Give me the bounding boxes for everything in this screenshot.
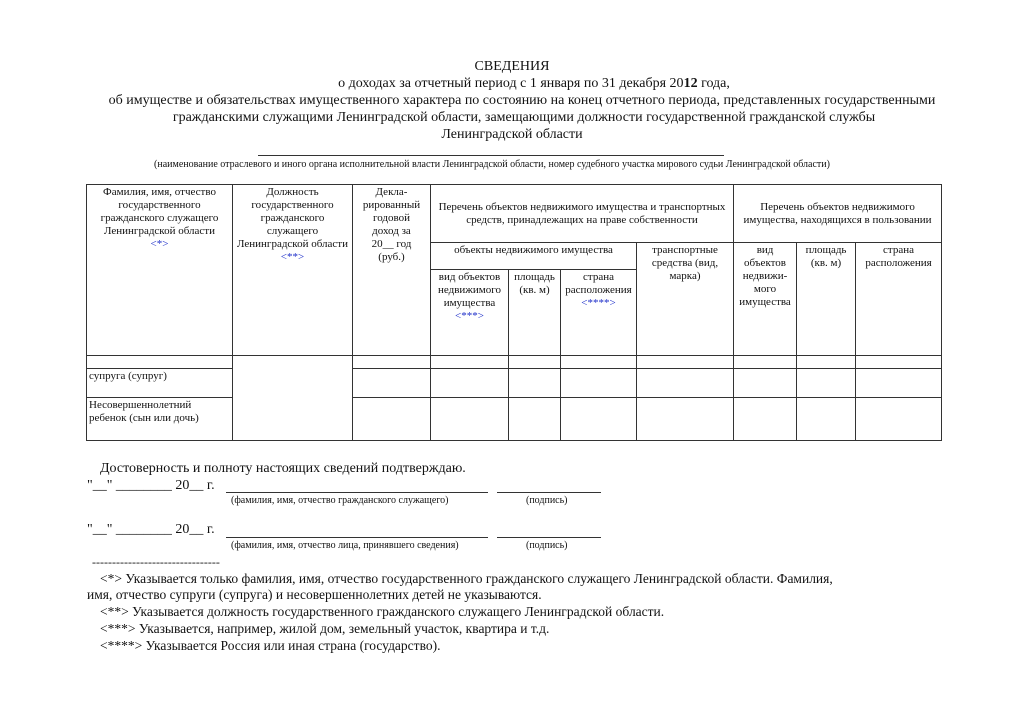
- header-owned-area: площадь (кв. м): [509, 270, 561, 356]
- header-fio-ref: <*>: [150, 238, 169, 250]
- table-row-servant: [87, 356, 942, 369]
- header-owned-type-ref: <***>: [455, 310, 484, 322]
- org-name-caption: (наименование отраслевого и иного органа исполнительной власти Ленинградской области, номер судебного участка мирового судьи Ленинградской области): [154, 159, 830, 170]
- caption-sign-servant: (подпись): [526, 495, 568, 506]
- header-fio-text: Фамилия, имя, отчество государственного гражданского служащего Ленинградской области: [100, 186, 219, 237]
- header-income: [353, 185, 431, 356]
- date-line-receiver: "__" ________ 20__ г.: [87, 522, 215, 537]
- caption-fio-servant: (фамилия, имя, отчество гражданского служащего): [231, 495, 449, 506]
- header-owned-country-ref: <****>: [581, 297, 616, 309]
- doc-subtitle-region: Ленинградской области: [441, 127, 583, 142]
- header-fio: [87, 185, 233, 356]
- header-position-ref: <**>: [280, 251, 305, 263]
- doc-subtitle-period: [22, 75, 1024, 92]
- header-owned-country-text: страна расположения: [565, 271, 632, 296]
- date-line-servant: "__" ________ 20__ г.: [87, 478, 215, 493]
- caption-fio-receiver: (фамилия, имя, отчество лица, принявшего сведения): [231, 540, 459, 551]
- fio-line-servant: [226, 492, 488, 493]
- header-sub-realty: объекты недвижимого имущества: [431, 243, 637, 270]
- sign-line-servant: [497, 492, 601, 493]
- header-owned-type-text: вид объектов недвижимого имущества: [438, 271, 501, 309]
- header-position-text: Должность государственного гражданского служащего Ленинградской области: [237, 186, 348, 250]
- header-group-owned: Перечень объектов недвижимого имущества и транспортных средств, принадлежащих на праве собственности: [431, 185, 734, 243]
- org-name-line: [258, 155, 724, 156]
- footnote-1: <*> Указывается только фамилия, имя, отчество государственного гражданского служащего Ленинградской области. Фамилия,: [100, 571, 833, 586]
- header-income-l6: (руб.): [378, 251, 405, 263]
- header-income-l2: рированный: [362, 199, 421, 211]
- header-used-type: вид объектов недвижи-мого имущества: [734, 243, 797, 356]
- declaration-table: [86, 184, 942, 441]
- doc-subtitle-servants: гражданскими служащими Ленинградской области, замещающими должности государственной гражданской службы: [172, 110, 876, 125]
- period-suffix: года,: [697, 76, 730, 91]
- sign-line-receiver: [497, 537, 601, 538]
- row-child-label: Несовершеннолетний ребенок (сын или дочь): [87, 398, 233, 441]
- header-owned-type: [431, 270, 509, 356]
- table-row-spouse: [87, 369, 942, 398]
- footnote-1-cont: имя, отчество супруги (супруга) и несовершеннолетних детей не указываются.: [87, 587, 542, 602]
- header-group-used: Перечень объектов недвижимого имущества, находящихся в пользовании: [734, 185, 942, 243]
- doc-title: СВЕДЕНИЯ: [474, 59, 550, 74]
- table-row-child: [87, 398, 942, 441]
- header-income-l4: доход за: [372, 225, 411, 237]
- footnote-separator: --------------------------------: [92, 555, 220, 569]
- doc-subtitle-property: об имуществе и обязательствах имущественного характера по состоянию на конец отчетного периода, представленных государственными: [108, 93, 936, 108]
- row-spouse-label: супруга (супруг): [87, 369, 233, 398]
- header-income-l1: Декла-: [375, 186, 408, 198]
- period-prefix: о доходах за отчетный период с 1 января по 31 декабря 20: [338, 76, 684, 91]
- header-sub-transport: транспортные средства (вид, марка): [637, 243, 734, 356]
- caption-sign-receiver: (подпись): [526, 540, 568, 551]
- header-income-l3: годовой: [372, 212, 411, 224]
- footnote-4: <****> Указывается Россия или иная страна (государство).: [100, 638, 441, 653]
- header-owned-country: [561, 270, 637, 356]
- header-income-l5: 20__ год: [371, 238, 412, 250]
- fio-line-receiver: [226, 537, 488, 538]
- footnote-2: <**> Указывается должность государственного гражданского служащего Ленинградской области.: [100, 604, 665, 619]
- header-position: [233, 185, 353, 356]
- footnote-3: <***> Указывается, например, жилой дом, земельный участок, квартира и т.д.: [100, 621, 550, 636]
- header-used-country: страна расположения: [856, 243, 942, 356]
- confirmation-text: Достоверность и полноту настоящих сведений подтверждаю.: [100, 461, 466, 476]
- period-year-suffix: 12: [683, 76, 698, 91]
- header-used-area: площадь (кв. м): [797, 243, 856, 356]
